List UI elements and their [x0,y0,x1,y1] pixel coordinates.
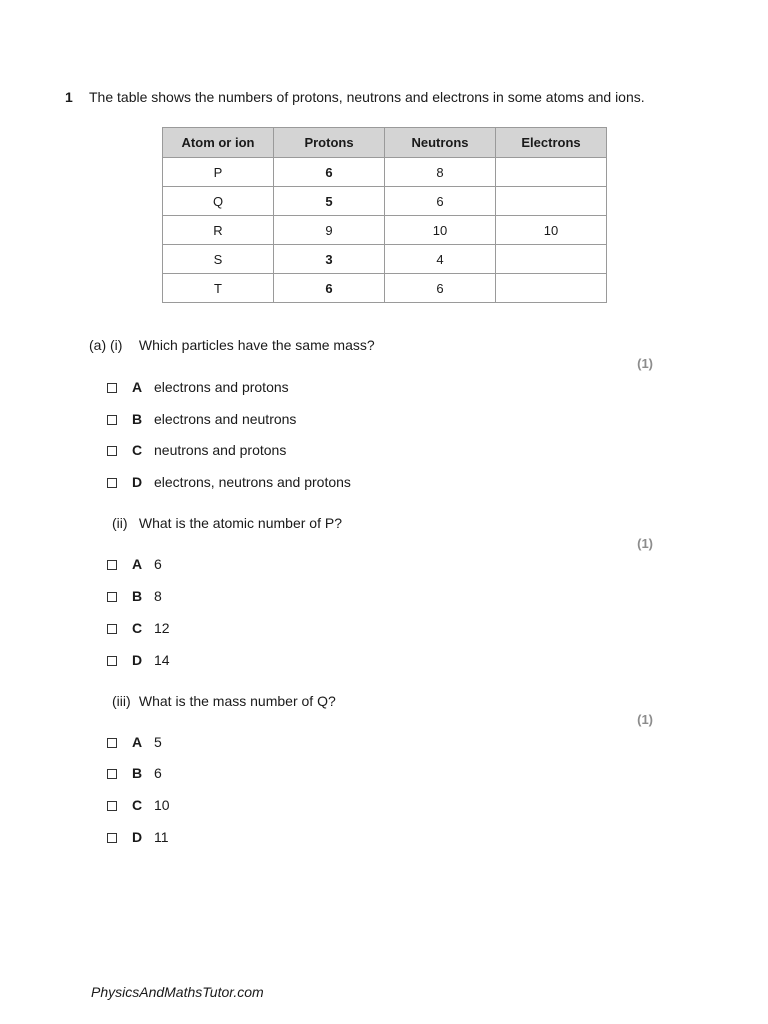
marks-label: (1) [637,536,653,551]
option-text: 8 [154,588,162,604]
table-cell [496,158,607,187]
option-b[interactable] [107,410,296,428]
option-letter: D [132,474,143,490]
table-row [163,216,607,245]
part-label: (ii) [112,515,128,531]
option-c[interactable] [107,619,170,637]
table-header: Protons [274,128,385,158]
table-cell: 6 [274,274,385,303]
option-a[interactable] [107,378,289,396]
table-cell: P [163,158,274,187]
option-d[interactable] [107,651,170,669]
table-cell: T [163,274,274,303]
table-cell: 9 [274,216,385,245]
table-row [163,274,607,303]
table-cell: 6 [385,187,496,216]
table-cell: 8 [385,158,496,187]
checkbox[interactable] [107,383,117,393]
table-cell [496,274,607,303]
option-text: 5 [154,734,162,750]
option-d[interactable] [107,473,351,491]
option-letter: A [132,379,143,395]
option-a[interactable] [107,733,162,751]
table-cell: 10 [385,216,496,245]
option-d[interactable] [107,828,169,846]
checkbox[interactable] [107,656,117,666]
table-cell: S [163,245,274,274]
option-letter: C [132,797,143,813]
table-header: Neutrons [385,128,496,158]
option-text: electrons and protons [154,379,289,395]
checkbox[interactable] [107,478,117,488]
table-header: Atom or ion [163,128,274,158]
checkbox[interactable] [107,833,117,843]
table-cell: 4 [385,245,496,274]
table-row [163,245,607,274]
part-text: Which particles have the same mass? [138,337,375,353]
table-cell [496,187,607,216]
option-letter: D [132,829,143,845]
question-stem: The table shows the numbers of protons, neutrons and electrons in some atoms and ions. [89,89,645,105]
checkbox[interactable] [107,624,117,634]
question-part-a-ii [112,515,342,531]
option-text: 11 [154,829,169,845]
table-cell: 3 [274,245,385,274]
table-cell: 6 [385,274,496,303]
question-part-a-iii [112,693,336,709]
table-cell: 10 [496,216,607,245]
option-text: 6 [154,556,162,572]
option-letter: C [132,620,143,636]
option-letter: B [132,411,143,427]
table-row [163,158,607,187]
marks-label: (1) [637,356,653,371]
table-header: Electrons [496,128,607,158]
table-cell: R [163,216,274,245]
checkbox[interactable] [107,769,117,779]
part-text: What is the mass number of Q? [138,693,336,709]
table-cell: Q [163,187,274,216]
option-c[interactable] [107,441,286,459]
option-letter: A [132,556,143,572]
table-cell: 6 [274,158,385,187]
checkbox[interactable] [107,415,117,425]
option-letter: C [132,442,143,458]
question-number: 1 [65,89,73,105]
checkbox[interactable] [107,738,117,748]
option-text: 6 [154,765,162,781]
table-cell [496,245,607,274]
option-b[interactable] [107,764,162,782]
table-row [163,187,607,216]
option-c[interactable] [107,796,170,814]
footer-site-name: PhysicsAndMathsTutor.com [91,984,264,1000]
option-letter: A [132,734,143,750]
option-text: electrons and neutrons [154,411,297,427]
option-b[interactable] [107,587,162,605]
option-text: neutrons and protons [154,442,287,458]
table-header-row [163,128,607,158]
part-label: (iii) [112,693,131,709]
checkbox[interactable] [107,801,117,811]
option-text: 12 [154,620,170,636]
part-label: (a) (i) [89,337,123,353]
particles-table [162,127,607,303]
option-letter: D [132,652,143,668]
option-a[interactable] [107,555,162,573]
table-cell: 5 [274,187,385,216]
checkbox[interactable] [107,560,117,570]
option-letter: B [132,765,143,781]
checkbox[interactable] [107,446,117,456]
question-part-a-i [89,337,375,353]
option-text: electrons, neutrons and protons [154,474,351,490]
checkbox[interactable] [107,592,117,602]
part-text: What is the atomic number of P? [138,515,342,531]
option-text: 14 [154,652,170,668]
marks-label: (1) [637,712,653,727]
option-text: 10 [154,797,170,813]
option-letter: B [132,588,143,604]
